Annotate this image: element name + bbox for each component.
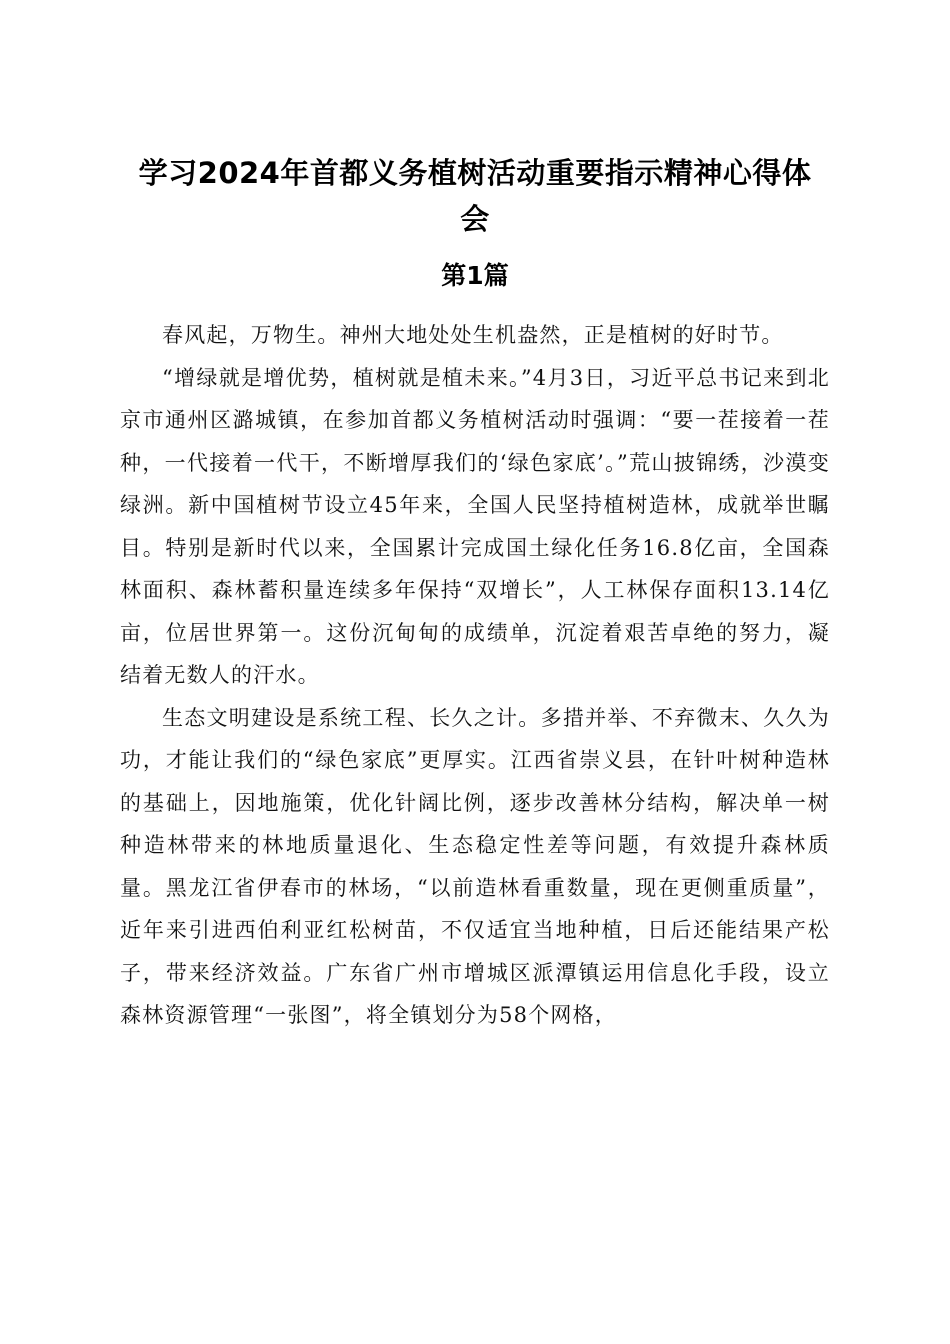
paragraph: “增绿就是增优势，植树就是植未来。”4月3日，习近平总书记来到北京市通州区潞城镇，在参加首都义务植树活动时强调：“要一茬接着一茬种，一代接着一代干，不断增厚我们的‘绿色家底’。”荒山披锦绣，沙漠变绿洲。新中国植树节设立45年来，全国人民坚持植树造林，成就举世瞩目。特别是新时代以来，全国累计完成国土绿化任务16.8亿亩，全国森林面积、森林蓄积量连续多年保持“双增长”，人工林保存面积13.14亿亩，位居世界第一。这份沉甸甸的成绩单，沉淀着艰苦卓绝的努力，凝结着无数人的汗水。 bbox=[120, 365, 830, 687]
document-subtitle: 第1篇 bbox=[441, 261, 509, 290]
document-title: 学习2024年首都义务植树活动重要指示精神心得体会 bbox=[138, 156, 812, 236]
document-body bbox=[120, 314, 830, 1037]
paragraph: 生态文明建设是系统工程、长久之计。多措并举、不弃微末、久久为功，才能让我们的“绿色家底”更厚实。江西省崇义县，在针叶树种造林的基础上，因地施策，优化针阔比例，逐步改善林分结构，解决单一树种造林带来的林地质量退化、生态稳定性差等问题，有效提升森林质量。黑龙江省伊春市的林场，“以前造林看重数量，现在更侧重质量”，近年来引进西伯利亚红松树苗，不仅适宜当地种植，日后还能结果产松子，带来经济效益。广东省广州市增城区派潭镇运用信息化手段，设立森林资源管理“一张图”，将全镇划分为58个网格， bbox=[120, 705, 830, 1027]
paragraph: 春风起，万物生。神州大地处处生机盎然，正是植树的好时节。 bbox=[162, 323, 784, 347]
document-content bbox=[120, 150, 830, 1037]
